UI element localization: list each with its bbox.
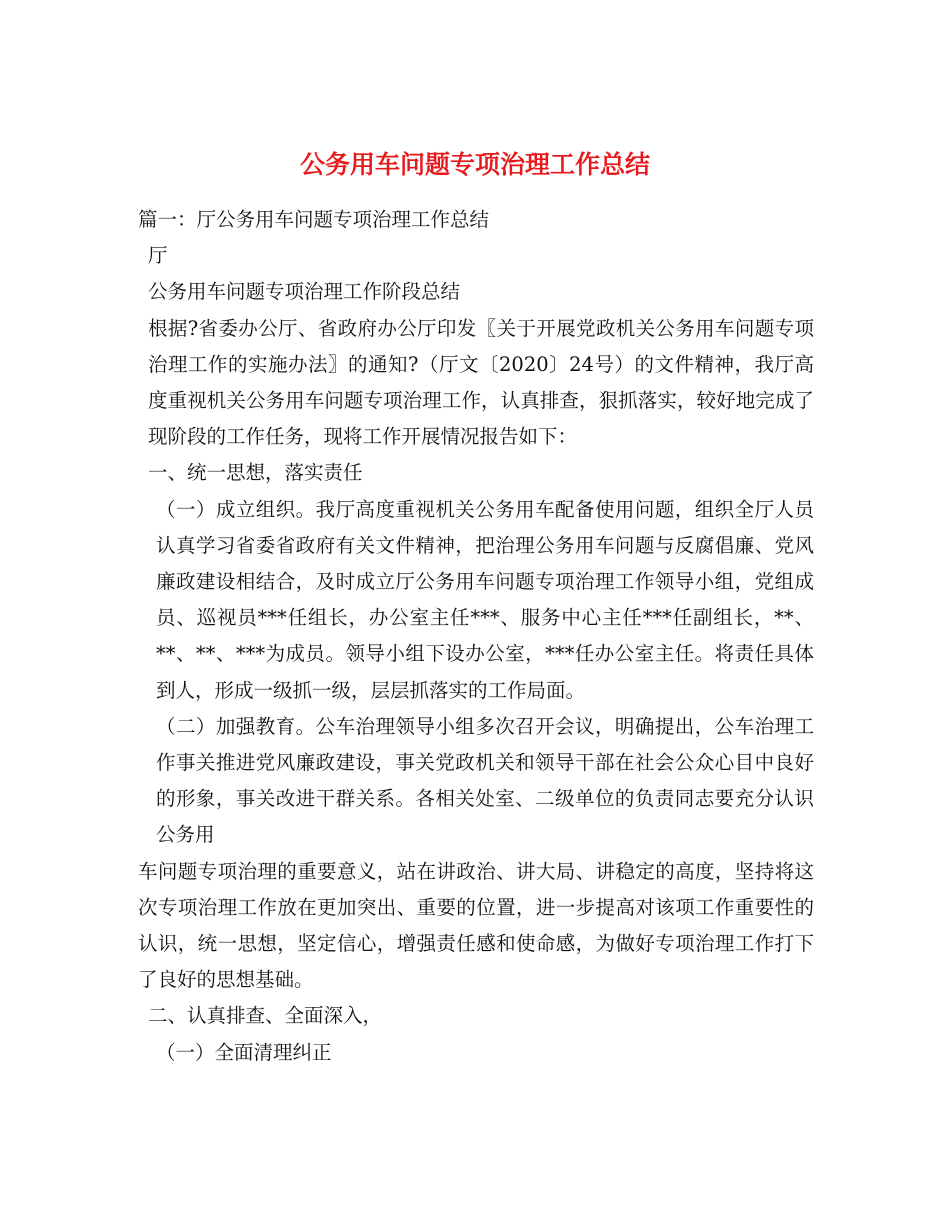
document-title: 公务用车问题专项治理工作总结 xyxy=(299,149,650,179)
paragraph: （一）成立组织。我厅高度重视机关公务用车配备使用问题，组织全厅人员认真学习省委省政府有关文件精神，把治理公务用车问题与反腐倡廉、党风廉政建设相结合，及时成立厅公务用车问题专项治理工作领导小组，党组成员、巡视员***任组长，办公室主任***、服务中心主任***任副组长，**、**、**、***为成员。领导小组下设办公室，***任办公室主任。将责任具体到人，形成一级抓一级，层层抓落实的工作局面。 xyxy=(156,497,814,702)
section-heading: 二、认真排查、全面深入， xyxy=(148,1004,383,1028)
section-heading: 一、统一思想，落实责任 xyxy=(148,461,363,485)
section-heading: 篇一：厅公务用车问题专项治理工作总结 xyxy=(138,208,490,231)
paragraph: 根据?省委办公厅、省政府办公厅印发〖关于开展党政机关公务用车问题专项治理工作的实施办法〗的通知?（厅文〔2020〕24号）的文件精神，我厅高度重视机关公务用车问题专项治理工作，认真排查，狠抓落实，较好地完成了现阶段的工作任务，现将工作开展情况报告如下： xyxy=(148,316,814,449)
document-body xyxy=(138,202,814,1071)
paragraph: （二）加强教育。公车治理领导小组多次召开会议，明确提出，公车治理工作事关推进党风廉政建设，事关党政机关和领导干部在社会公众心目中良好的形象，事关改进干群关系。各相关处室、二级单位的负责同志要充分认识公务用 xyxy=(156,714,814,847)
paragraph: 厅 xyxy=(148,244,168,268)
paragraph: （一）全面清理纠正 xyxy=(156,1040,332,1064)
paragraph: 公务用车问题专项治理工作阶段总结 xyxy=(148,280,461,304)
paragraph: 车问题专项治理的重要意义，站在讲政治、讲大局、讲稳定的高度，坚持将这次专项治理工作放在更加突出、重要的位置，进一步提高对该项工作重要性的认识，统一思想，坚定信心，增强责任感和使命感，为做好专项治理工作打下了良好的思想基础。 xyxy=(138,859,814,992)
